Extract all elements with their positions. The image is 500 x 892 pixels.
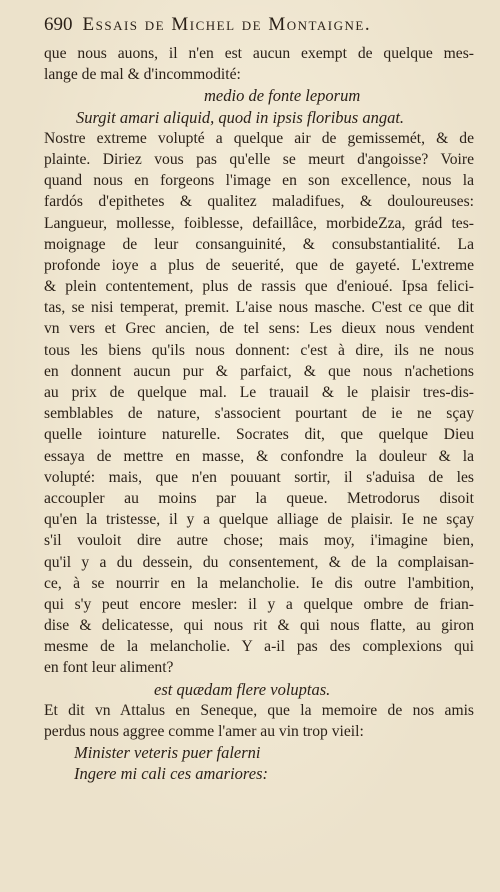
verse-line: Minister veteris puer falerni [74, 743, 261, 763]
text-line: Langueur, mollesse, foiblesse, defaillâce, morbideZza, grád tes- [44, 214, 474, 232]
text-line: plainte. Diriez vous pas qu'elle se meurt d'angoisse? Voire [44, 150, 474, 168]
text-line: qu'en la tristesse, il y a quelque alliage de plaisir. Ie ne sçay [44, 511, 474, 529]
text-line: s'il vouloit dire autre chose; mais moy, i'imagine bien, [44, 532, 474, 550]
text-line: essaya de mettre en masse, & confondre la douleur & la [44, 447, 474, 465]
text-line: lange de mal & d'incommodité: [44, 66, 241, 84]
text-line: semblables de nature, s'associent pourtant de ie ne sçay [44, 405, 474, 423]
text-line: moignage de leur consanguinité, & consubstantialité. La [44, 235, 474, 253]
text-line: ce, à se nourrir en la melancholie. Ie dis outre l'ambition, [44, 574, 474, 592]
text-line: fardós d'epithetes & qualitez maladifues, & douloureuses: [44, 193, 474, 211]
text-line: mesme de la melancholie. Y a-il pas des complexions qui [44, 638, 474, 656]
text-line: perdus nous aggree comme l'amer au vin trop vieil: [44, 723, 364, 740]
text-line: tas, se nisi temperat, premit. L'aise nous masche. C'est ce que dit [44, 299, 474, 317]
text-line: en donnent aucun pur & parfaict, & que nous n'achetions [44, 362, 474, 380]
text-line: Nostre extreme volupté a quelque air de gemissemét, & de [44, 129, 474, 147]
text-line: tous les biens qu'ils nous donnent: c'est à dire, ils ne nous [44, 341, 474, 359]
text-line: en font leur aliment? [44, 659, 174, 677]
page-number: 690 [44, 14, 73, 35]
text-line: quand nous en forgeons l'image en son excellence, nous la [44, 172, 474, 190]
text-line: vn vers et Grec ancien, de tel sens: Les dieux nous vendent [44, 320, 474, 338]
text-line: & plein contentement, plus de rassis que d'enioué. Ipsa felici- [44, 278, 474, 296]
verse-line: Ingere mi cali ces amariores: [74, 764, 268, 784]
text-line: volupté: mais, que n'en pouuant sortir, il s'aduisa de les [44, 468, 474, 486]
text-line: que nous auons, il n'en est aucun exempt de quelque mes- [44, 45, 474, 62]
verse-line: medio de fonte leporum [204, 86, 361, 106]
text-line: au prix de quelque mal. Le trauail & le plaisir tres-dis- [44, 384, 474, 401]
verse-line: est quædam flere voluptas. [154, 679, 331, 699]
text-line: quelle iointure naturelle. Socrates dit, que quelque Dieu [44, 426, 474, 444]
page-header [44, 14, 474, 44]
text-body [44, 43, 474, 785]
text-line: Et dit vn Attalus en Seneque, que la memoire de nos amis [44, 701, 474, 719]
running-title: Essais de Michel de Montaigne. [82, 14, 372, 35]
text-line: dise & delicatesse, qui nous rit & qui nous flatte, au giron [44, 617, 474, 635]
text-line: accoupler au moins par la queue. Metrodorus disoit [44, 489, 474, 507]
verse-line: Surgit amari aliquid, quod in ipsis floribus angat. [76, 107, 405, 127]
text-line: profonde ioye a plus de seuerité, que de gayeté. L'extreme [44, 256, 474, 274]
text-line: qui s'y peut encore mesler: il y a quelque ombre de frian- [44, 595, 474, 613]
text-line: qu'il y a du dessein, du consentement, & de la complaisan- [44, 553, 474, 571]
